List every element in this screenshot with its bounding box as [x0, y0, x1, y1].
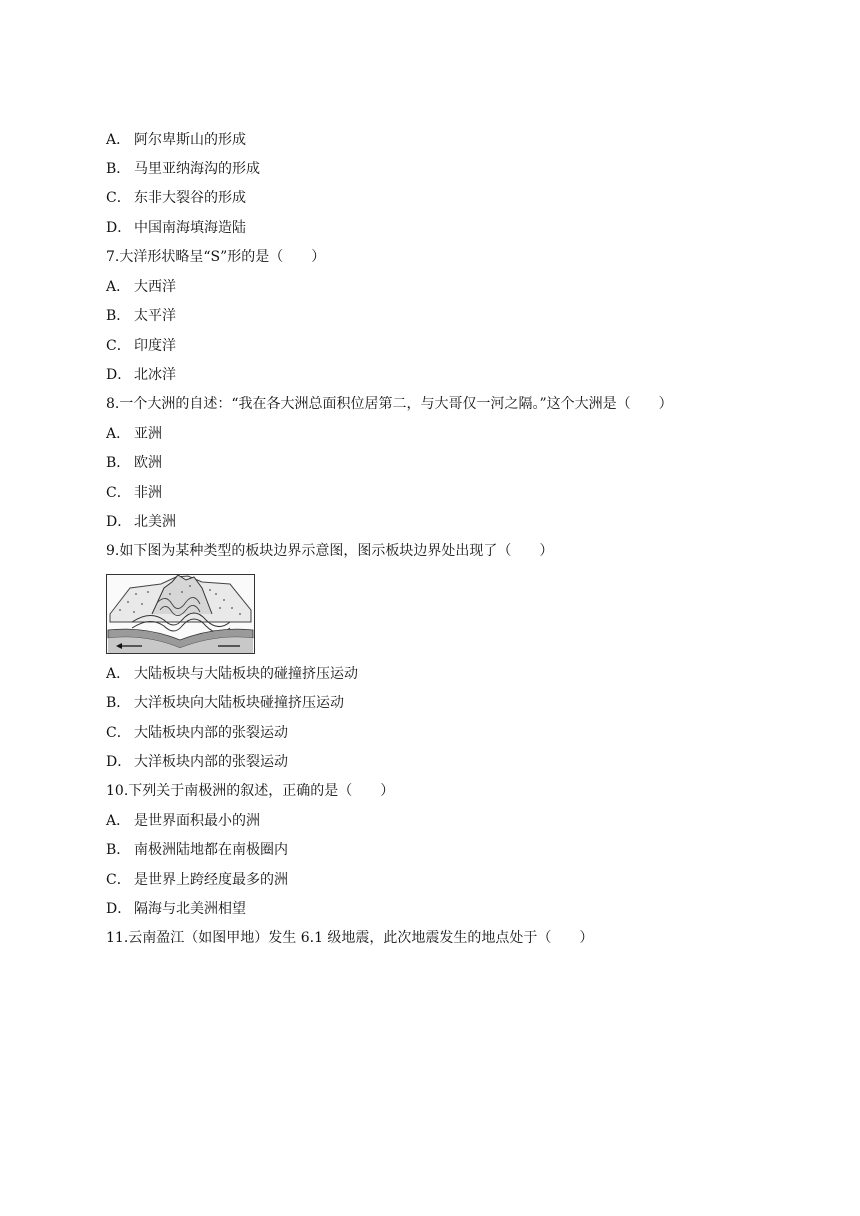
q8-stem: 8.一个大洲的自述：“我在各大洲总面积位居第二，与大哥仅一河之隔。”这个大洲是（ ）: [106, 396, 673, 412]
q9-stem: 9.如下图为某种类型的板块边界示意图，图示板块边界处出现了（ ）: [106, 543, 554, 559]
q10-stem: 10.下列关于南极洲的叙述，正确的是（ ）: [106, 783, 395, 799]
q7-option-d[interactable]: D． 北冰洋: [106, 367, 176, 383]
q6-option-b[interactable]: B． 马里亚纳海沟的形成: [106, 161, 260, 177]
q8-option-d[interactable]: D． 北美洲: [106, 514, 176, 530]
q10-option-a[interactable]: A． 是世界面积最小的洲: [106, 813, 260, 829]
q7-option-a[interactable]: A． 大西洋: [106, 279, 176, 295]
q6-option-a[interactable]: A． 阿尔卑斯山的形成: [106, 132, 246, 148]
q8-option-a[interactable]: A． 亚洲: [106, 426, 162, 442]
q9-option-c[interactable]: C． 大陆板块内部的张裂运动: [106, 725, 288, 741]
q9-option-b[interactable]: B． 大洋板块向大陆板块碰撞挤压运动: [106, 695, 344, 711]
q6-option-d[interactable]: D． 中国南海填海造陆: [106, 220, 246, 236]
q7-option-c[interactable]: C． 印度洋: [106, 338, 176, 354]
q10-option-c[interactable]: C． 是世界上跨经度最多的洲: [106, 872, 288, 888]
q9-option-a[interactable]: A． 大陆板块与大陆板块的碰撞挤压运动: [106, 666, 358, 682]
q7-option-b[interactable]: B． 太平洋: [106, 308, 176, 324]
q8-option-c[interactable]: C． 非洲: [106, 485, 162, 501]
q10-option-b[interactable]: B． 南极洲陆地都在南极圈内: [106, 842, 288, 858]
q8-option-b[interactable]: B． 欧洲: [106, 455, 162, 471]
q6-option-c[interactable]: C． 东非大裂谷的形成: [106, 190, 246, 206]
plate-boundary-diagram: [106, 574, 255, 654]
q11-stem: 11.云南盈江（如图甲地）发生 6.1 级地震，此次地震发生的地点处于（ ）: [106, 930, 594, 946]
q9-option-d[interactable]: D． 大洋板块内部的张裂运动: [106, 754, 288, 770]
q10-option-d[interactable]: D． 隔海与北美洲相望: [106, 901, 246, 917]
q7-stem: 7.大洋形状略呈“S”形的是（ ）: [106, 249, 326, 265]
